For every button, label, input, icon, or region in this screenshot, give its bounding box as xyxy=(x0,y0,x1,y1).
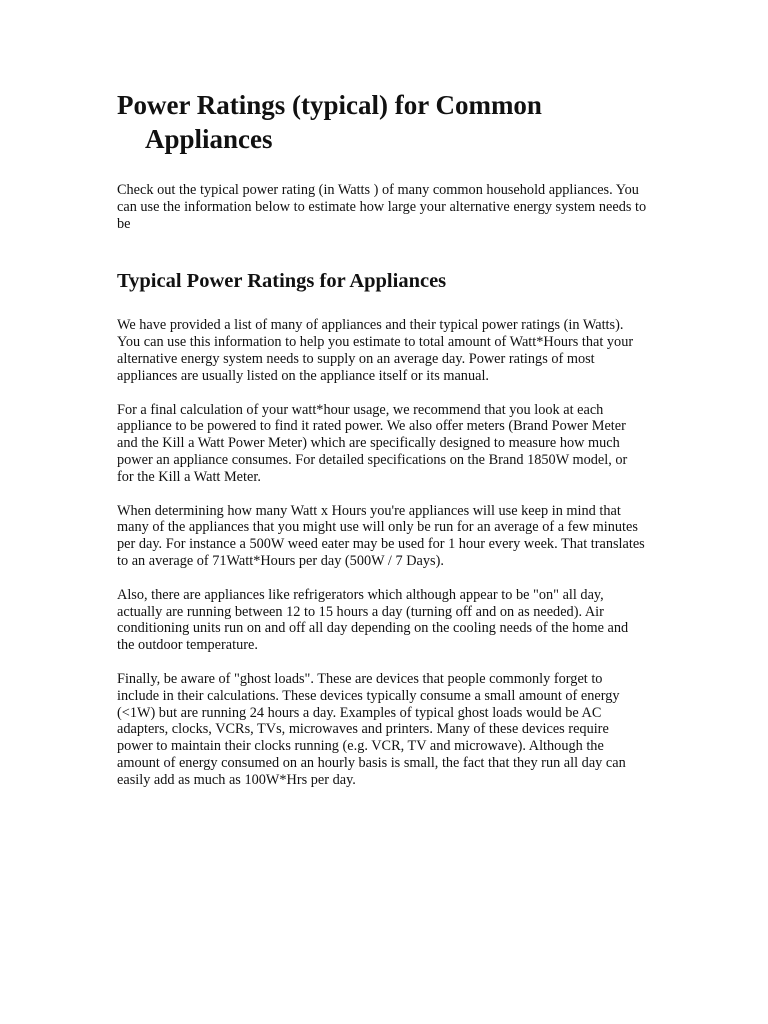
intro-paragraph: Check out the typical power rating (in Watts ) of many common household appliances. You can use the information below to estimate how large your alternative energy system needs to be xyxy=(117,182,647,232)
document-body xyxy=(117,88,647,789)
paragraph-refrigerators: Also, there are appliances like refrigerators which although appear to be "on" all day, actually are running between 12 to 15 hours a day (turning off and on as needed). Air conditioning units run on and off all day depending on the cooling needs of the home and the outdoor temperature. xyxy=(117,586,629,654)
paragraph-ghost-loads: Finally, be aware of "ghost loads". These are devices that people commonly forget to include in their calculations. These devices typically consume a small amount of energy (<1W) but are running 24 hours a day. Examples of typical ghost loads would be AC adapters, clocks, VCRs, TVs, microwaves and printers. Many of these devices require power to maintain their clocks running (e.g. VCR, TV and microwave). Although the amount of energy consumed on an hourly basis is small, the fact that they run all day can easily add as much as 100W*Hrs per day. xyxy=(117,670,626,788)
paragraph-appliance-list: We have provided a list of many of appliances and their typical power ratings (in Watts). You can use this information to help you estimate to total amount of Watt*Hours that your alternative energy system needs to supply on an average day. Power ratings of most appliances are usually listed on the appliance itself or its manual. xyxy=(117,317,634,384)
paragraph-final-calculation: For a final calculation of your watt*hour usage, we recommend that you look at each appliance to be powered to find it rated power. We also offer meters (Brand Power Meter and the Kill a Watt Power Meter) which are specifically designed to measure how much power an appliance consumes. For detailed specifications on the Brand 1850W model, or for the Kill a Watt Meter. xyxy=(117,401,628,485)
page-title: Power Ratings (typical) for Common Appliances xyxy=(117,90,542,154)
section-heading: Typical Power Ratings for Appliances xyxy=(117,270,447,293)
paragraph-watt-hours: When determining how many Watt x Hours you're appliances will use keep in mind that many of the appliances that you might use will only be run for an average of a few minutes per day. For instance a 500W weed eater may be used for 1 hour every week. That translates to an average of 71Watt*Hours per day (500W / 7 Days). xyxy=(117,502,645,569)
